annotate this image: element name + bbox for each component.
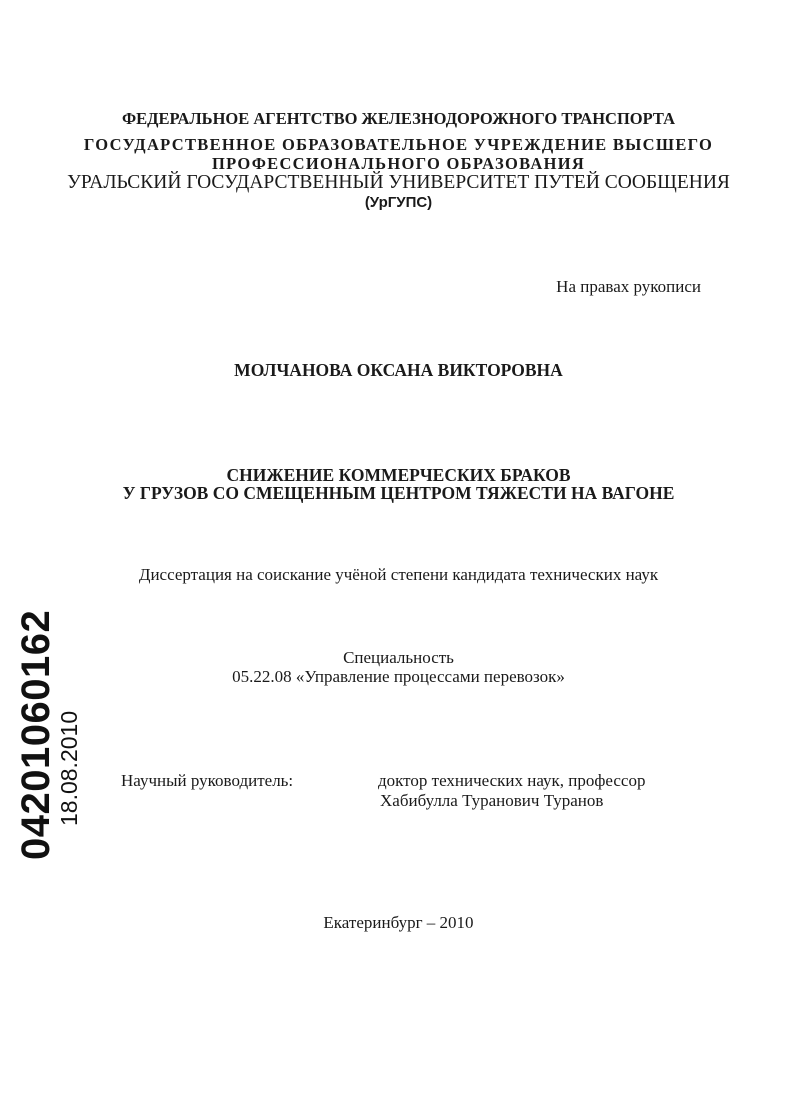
manuscript-note: На правах рукописи bbox=[556, 277, 701, 296]
university-abbreviation: (УрГУПС) bbox=[364, 194, 433, 211]
library-stamp-date: 18.08.2010 bbox=[56, 710, 82, 826]
university-name: УРАЛЬСКИЙ ГОСУДАРСТВЕННЫЙ УНИВЕРСИТЕТ ПУТЕЙ СООБЩЕНИЯ bbox=[67, 172, 730, 193]
specialty-value: 05.22.08 «Управление процессами перевозок» bbox=[232, 667, 565, 686]
supervisor-name: Хабибулла Туранович Туранов bbox=[380, 791, 604, 810]
supervisor-label: Научный руководитель: bbox=[121, 771, 294, 790]
thesis-title-line-1: СНИЖЕНИЕ КОММЕРЧЕСКИХ БРАКОВ bbox=[226, 465, 571, 485]
library-stamp-number: 04201060162 bbox=[14, 609, 58, 860]
institution-line-2: ПРОФЕССИОНАЛЬНОГО ОБРАЗОВАНИЯ bbox=[211, 154, 586, 173]
dissertation-type: Диссертация на соискание учёной степени кандидата технических наук bbox=[138, 565, 659, 584]
city-year: Екатеринбург – 2010 bbox=[323, 913, 474, 932]
supervisor-degree: доктор технических наук, профессор bbox=[378, 771, 646, 790]
agency-name: ФЕДЕРАЛЬНОЕ АГЕНТСТВО ЖЕЛЕЗНОДОРОЖНОГО ТРАНСПОРТА bbox=[121, 109, 676, 128]
institution-line-1: ГОСУДАРСТВЕННОЕ ОБРАЗОВАТЕЛЬНОЕ УЧРЕЖДЕНИЕ ВЫСШЕГО bbox=[83, 135, 714, 154]
author-name: МОЛЧАНОВА ОКСАНА ВИКТОРОВНА bbox=[234, 360, 563, 380]
thesis-title-line-2: У ГРУЗОВ СО СМЕЩЕННЫМ ЦЕНТРОМ ТЯЖЕСТИ НА ВАГОНЕ bbox=[122, 483, 675, 503]
specialty-label: Специальность bbox=[343, 648, 454, 667]
library-stamp-number-wrapper bbox=[14, 609, 58, 860]
